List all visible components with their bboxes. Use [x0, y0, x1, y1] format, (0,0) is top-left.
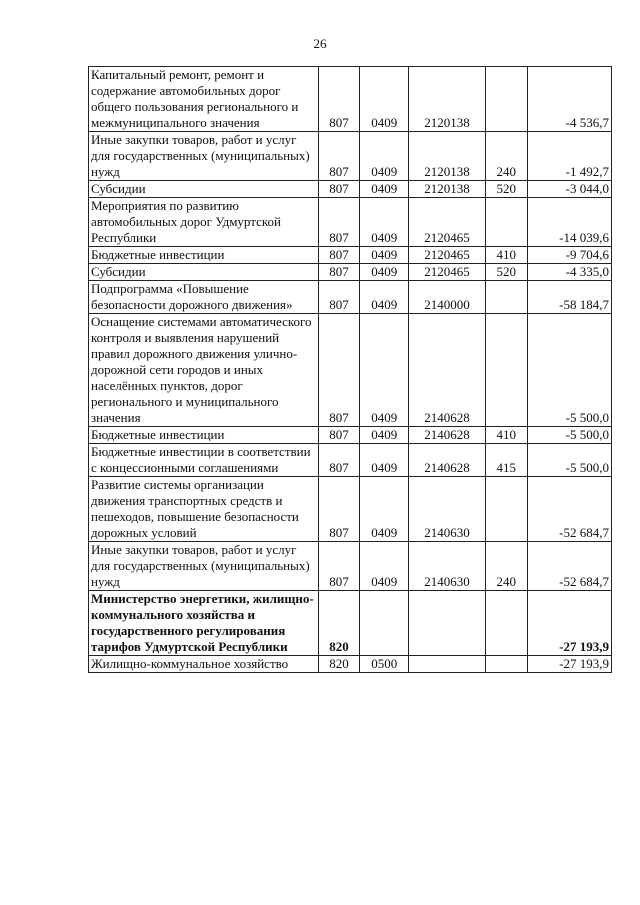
exptype-cell	[485, 198, 527, 247]
section-cell: 0409	[360, 67, 409, 132]
name-cell: Министерство энергетики, жилищно-коммунального хозяйства и государственного регулирования тарифов Удмуртской Республики	[89, 591, 319, 656]
article-cell: 2120138	[409, 132, 486, 181]
ministry-cell: 807	[318, 444, 360, 477]
amount-cell: -1 492,7	[527, 132, 611, 181]
page-number: 26	[313, 36, 327, 51]
name-cell: Бюджетные инвестиции	[89, 427, 319, 444]
section-cell: 0409	[360, 314, 409, 427]
exptype-cell: 410	[485, 427, 527, 444]
ministry-cell: 820	[318, 591, 360, 656]
section-cell: 0409	[360, 181, 409, 198]
section-cell: 0409	[360, 427, 409, 444]
article-cell: 2120465	[409, 264, 486, 281]
name-cell: Иные закупки товаров, работ и услуг для государственных (муниципальных) нужд	[89, 132, 319, 181]
exptype-cell: 520	[485, 264, 527, 281]
name-cell: Мероприятия по развитию автомобильных дорог Удмуртской Республики	[89, 198, 319, 247]
ministry-cell: 807	[318, 67, 360, 132]
table-row	[89, 247, 612, 264]
exptype-cell	[485, 477, 527, 542]
exptype-cell: 240	[485, 542, 527, 591]
table-row	[89, 427, 612, 444]
ministry-cell: 807	[318, 132, 360, 181]
section-cell	[360, 591, 409, 656]
section-cell: 0409	[360, 477, 409, 542]
amount-cell: -5 500,0	[527, 427, 611, 444]
table-row	[89, 264, 612, 281]
amount-cell: -27 193,9	[527, 591, 611, 656]
table-row	[89, 656, 612, 673]
table-row	[89, 591, 612, 656]
section-cell: 0409	[360, 281, 409, 314]
ministry-cell: 807	[318, 247, 360, 264]
amount-cell: -9 704,6	[527, 247, 611, 264]
amount-cell: -5 500,0	[527, 444, 611, 477]
article-cell	[409, 656, 486, 673]
section-cell: 0409	[360, 542, 409, 591]
article-cell: 2140630	[409, 542, 486, 591]
section-cell: 0409	[360, 247, 409, 264]
ministry-cell: 807	[318, 181, 360, 198]
exptype-cell	[485, 67, 527, 132]
name-cell: Субсидии	[89, 181, 319, 198]
table-row	[89, 67, 612, 132]
table-row	[89, 477, 612, 542]
name-cell: Подпрограмма «Повышение безопасности дорожного движения»	[89, 281, 319, 314]
article-cell: 2140628	[409, 427, 486, 444]
budget-table	[88, 66, 612, 673]
article-cell	[409, 591, 486, 656]
article-cell: 2140630	[409, 477, 486, 542]
exptype-cell	[485, 591, 527, 656]
ministry-cell: 807	[318, 477, 360, 542]
exptype-cell: 415	[485, 444, 527, 477]
table-row	[89, 181, 612, 198]
section-cell: 0409	[360, 132, 409, 181]
exptype-cell	[485, 656, 527, 673]
article-cell: 2120138	[409, 67, 486, 132]
article-cell: 2120465	[409, 247, 486, 264]
name-cell: Иные закупки товаров, работ и услуг для государственных (муниципальных) нужд	[89, 542, 319, 591]
amount-cell: -52 684,7	[527, 542, 611, 591]
exptype-cell: 240	[485, 132, 527, 181]
ministry-cell: 807	[318, 198, 360, 247]
article-cell: 2140000	[409, 281, 486, 314]
amount-cell: -5 500,0	[527, 314, 611, 427]
article-cell: 2140628	[409, 444, 486, 477]
amount-cell: -27 193,9	[527, 656, 611, 673]
amount-cell: -3 044,0	[527, 181, 611, 198]
exptype-cell: 410	[485, 247, 527, 264]
amount-cell: -52 684,7	[527, 477, 611, 542]
section-cell: 0409	[360, 444, 409, 477]
amount-cell: -4 335,0	[527, 264, 611, 281]
table-row	[89, 281, 612, 314]
ministry-cell: 807	[318, 542, 360, 591]
exptype-cell	[485, 314, 527, 427]
budget-table-body	[89, 67, 612, 673]
table-row	[89, 444, 612, 477]
name-cell: Оснащение системами автоматического контроля и выявления нарушений правил дорожного движения улично-дорожной сети городов и иных населённых пунктов, дорог регионального и муниципального значения	[89, 314, 319, 427]
table-row	[89, 542, 612, 591]
ministry-cell: 807	[318, 314, 360, 427]
section-cell: 0409	[360, 198, 409, 247]
ministry-cell: 807	[318, 281, 360, 314]
article-cell: 2140628	[409, 314, 486, 427]
amount-cell: -58 184,7	[527, 281, 611, 314]
section-cell: 0409	[360, 264, 409, 281]
amount-cell: -14 039,6	[527, 198, 611, 247]
name-cell: Жилищно-коммунальное хозяйство	[89, 656, 319, 673]
ministry-cell: 807	[318, 427, 360, 444]
name-cell: Субсидии	[89, 264, 319, 281]
name-cell: Капитальный ремонт, ремонт и содержание автомобильных дорог общего пользования регионального и межмуниципального значения	[89, 67, 319, 132]
section-cell: 0500	[360, 656, 409, 673]
ministry-cell: 820	[318, 656, 360, 673]
exptype-cell	[485, 281, 527, 314]
name-cell: Бюджетные инвестиции в соответствии с концессионными соглашениями	[89, 444, 319, 477]
name-cell: Бюджетные инвестиции	[89, 247, 319, 264]
article-cell: 2120465	[409, 198, 486, 247]
amount-cell: -4 536,7	[527, 67, 611, 132]
article-cell: 2120138	[409, 181, 486, 198]
name-cell: Развитие системы организации движения транспортных средств и пешеходов, повышение безопасности дорожных условий	[89, 477, 319, 542]
exptype-cell: 520	[485, 181, 527, 198]
ministry-cell: 807	[318, 264, 360, 281]
table-row	[89, 314, 612, 427]
table-row	[89, 132, 612, 181]
table-row	[89, 198, 612, 247]
